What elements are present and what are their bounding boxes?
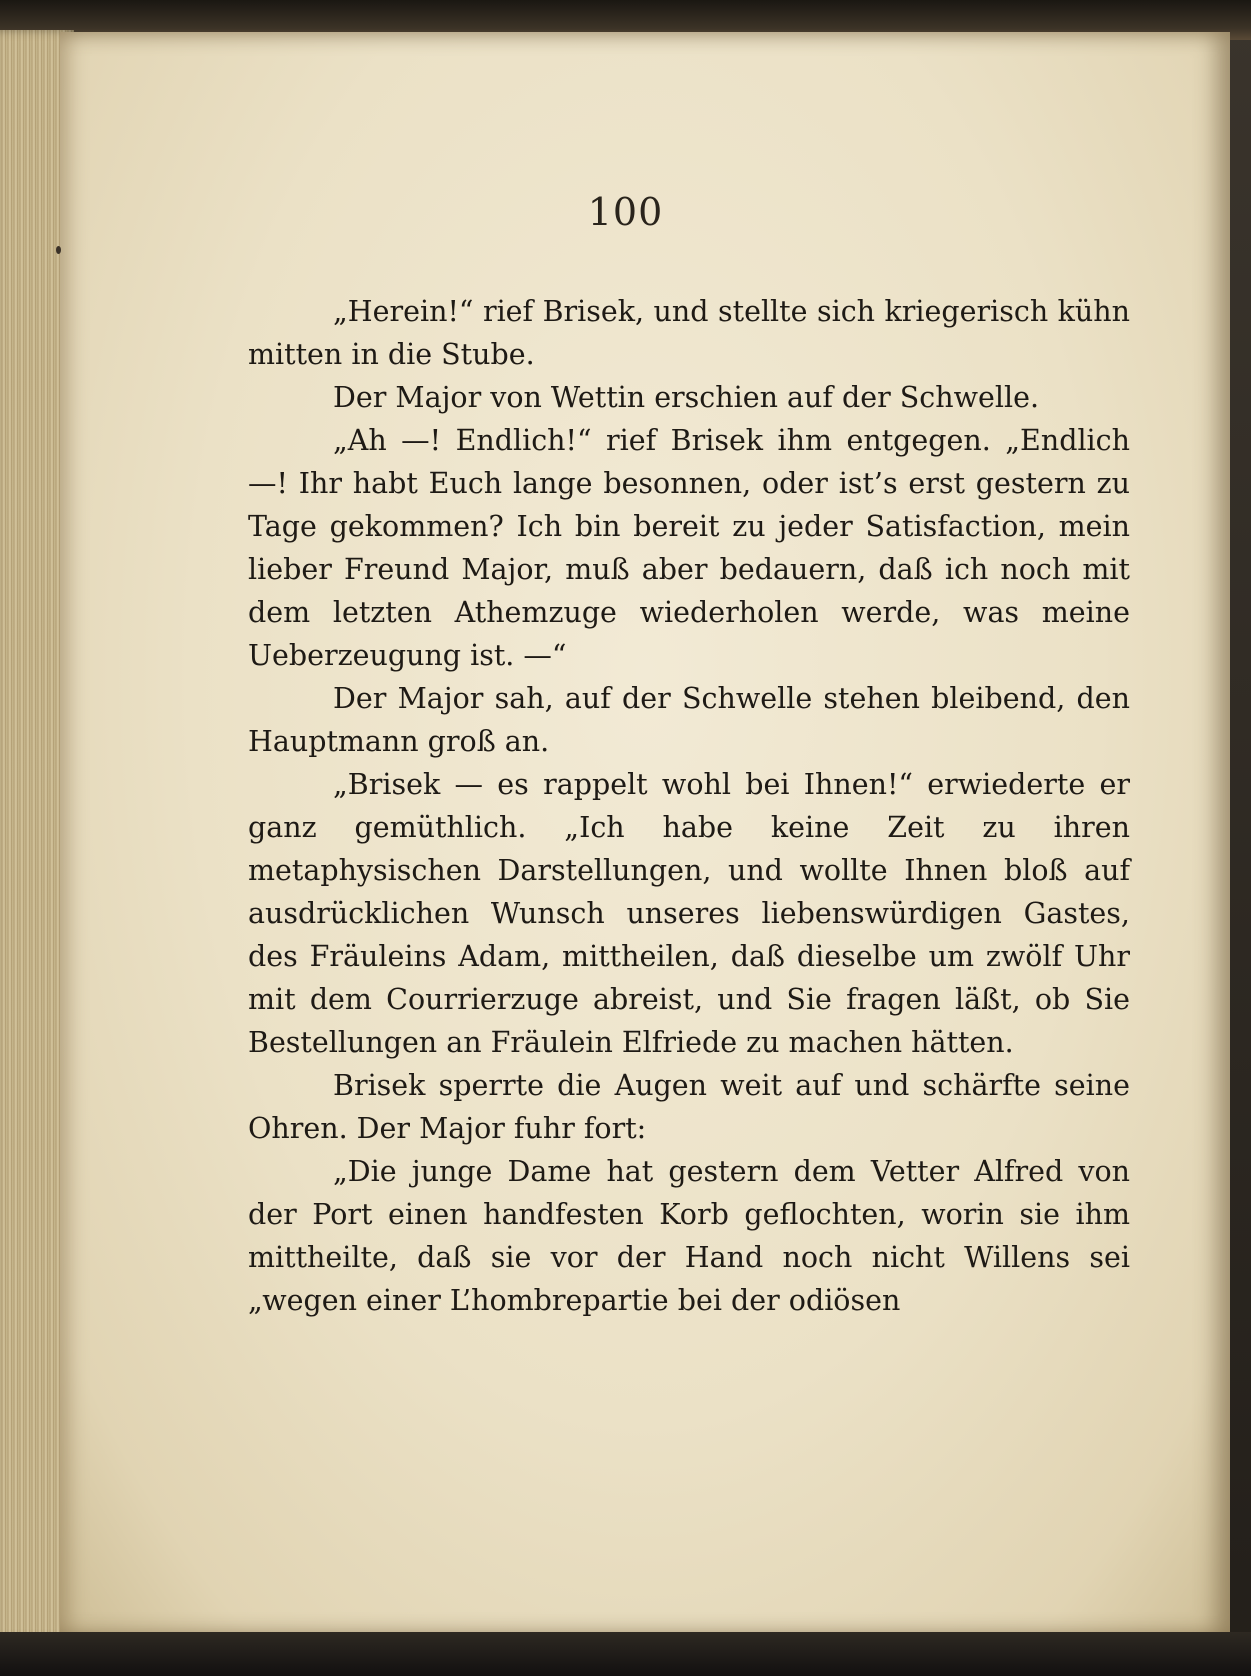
paragraph: Brisek sperrte die Augen weit auf und schärfte seine Ohren. Der Major fuhr fort:: [248, 1069, 1130, 1145]
paragraph: „Herein!“ rief Brisek, und stellte sich kriegerisch kühn mitten in die Stube.: [248, 295, 1130, 371]
margin-ink-mark: [56, 246, 61, 254]
paragraph: „Die junge Dame hat gestern dem Vetter Alfred von der Port einen handfesten Korb geflochten, worin sie ihm mittheilte, daß sie vor der Hand noch nicht Willens sei „wegen einer L’hombrepartie bei der odiösen: [248, 1155, 1130, 1317]
paragraph: Der Major sah, auf der Schwelle stehen bleibend, den Hauptmann groß an.: [248, 682, 1130, 758]
body-text: [248, 290, 1130, 1322]
paragraph: „Brisek — es rappelt wohl bei Ihnen!“ erwiederte er ganz gemüthlich. „Ich habe keine Zeit zu ihren metaphysischen Darstellungen, und wollte Ihnen bloß auf ausdrücklichen Wunsch unseres liebenswürdigen Gastes, des Fräuleins Adam, mittheilen, daß dieselbe um zwölf Uhr mit dem Courrierzuge abreist, und Sie fragen läßt, ob Sie Bestellungen an Fräulein Elfriede zu machen hätten.: [248, 768, 1130, 1059]
page-number: 100: [587, 190, 664, 234]
paragraph: „Ah —! Endlich!“ rief Brisek ihm entgegen. „Endlich —! Ihr habt Euch lange besonnen, oder ist’s erst gestern zu Tage gekommen? Ich bin bereit zu jeder Satisfaction, mein lieber Freund Major, muß aber bedauern, daß ich noch mit dem letzten Athemzuge wiederholen werde, was meine Ueberzeugung ist. —“: [248, 424, 1130, 672]
paragraph: Der Major von Wettin erschien auf der Schwelle.: [333, 381, 1040, 414]
book-bottom-edge: [0, 1632, 1251, 1676]
